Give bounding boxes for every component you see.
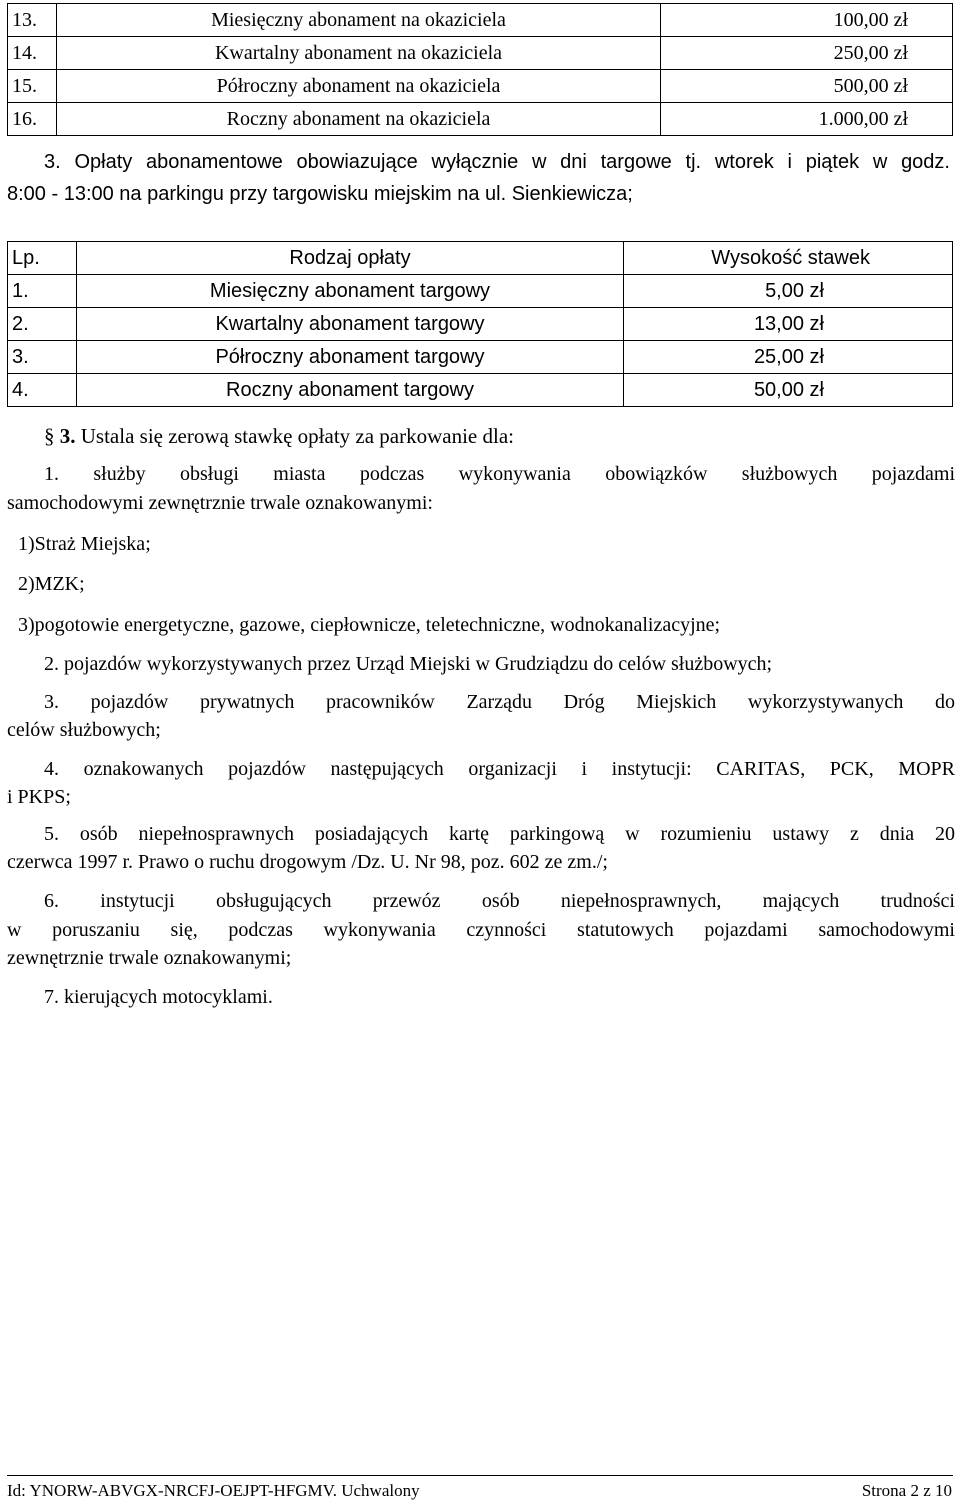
list-item-text: pojazdów wykorzystywanych przez Urząd Miejski w Grudziądzu do celów służbowych; (64, 653, 773, 675)
table-cell-value: 250,00 zł (661, 37, 953, 70)
list-item-number: 7. (44, 986, 59, 1008)
table-cell-lp: 4. (8, 374, 77, 407)
sub-item-1: 1)Straż Miejska; (18, 533, 151, 555)
list-item-6-line-2: w poruszaniu się, podczas wykonywania czynności statutowych pojazdami samochodowymi (7, 919, 955, 941)
list-item-1-line-2: samochodowymi zewnętrznie trwale oznakowanymi: (7, 492, 433, 514)
list-item-number: 1. (44, 463, 59, 485)
table-cell-lp: 16. (8, 103, 57, 136)
table-row (8, 70, 953, 103)
table-cell-lp: 14. (8, 37, 57, 70)
list-item-1-line-1 (44, 460, 955, 488)
table-row (8, 37, 953, 70)
list-item-text: służby obsługi miasta podczas wykonywania obowiązków służbowych pojazdami (93, 463, 956, 485)
list-item-text: instytucji obsługujących przewóz osób niepełnosprawnych, mających trudności (100, 890, 955, 912)
table-header-lp: Lp. (8, 242, 77, 275)
list-item-text: osób niepełnosprawnych posiadających kartę parkingową w rozumieniu ustawy z dnia 20 (79, 823, 955, 845)
list-item-number: 2. (44, 653, 59, 675)
list-item-3-line-1 (44, 688, 955, 716)
table-cell-lp: 13. (8, 4, 57, 37)
table-cell-name: Miesięczny abonament na okaziciela (57, 4, 661, 37)
sub-item-3: 3)pogotowie energetyczne, gazowe, ciepłownicze, teletechniczne, wodnokanalizacyjne; (18, 614, 721, 636)
table-cell-value: 50,00 zł (624, 374, 953, 407)
table-cell-value: 25,00 zł (624, 341, 953, 374)
list-item-text: pojazdów prywatnych pracowników Zarządu Dróg Miejskich wykorzystywanych do (90, 691, 955, 713)
table-header-row (8, 242, 953, 275)
table-cell-name: Miesięczny abonament targowy (77, 275, 624, 308)
table-cell-lp: 3. (8, 341, 77, 374)
footer-page-number: Strona 2 z 10 (861, 1481, 952, 1500)
table-header-value: Wysokość stawek (624, 242, 953, 275)
list-item-3-line-2: celów służbowych; (7, 719, 161, 741)
table-cell-lp: 15. (8, 70, 57, 103)
table-cell-name: Roczny abonament na okaziciela (57, 103, 661, 136)
footer-document-id: Id: YNORW-ABVGX-NRCFJ-OEJPT-HFGMV. Uchwalony (7, 1481, 420, 1500)
section-text: Ustala się zerową stawkę opłaty za parkowanie dla: (80, 424, 514, 448)
table-header-name: Rodzaj opłaty (77, 242, 624, 275)
list-item-number: 3. (44, 691, 59, 713)
table-cell-name: Półroczny abonament targowy (77, 341, 624, 374)
list-item-number: 5. (44, 823, 59, 845)
table-row (8, 4, 953, 37)
table-cell-name: Roczny abonament targowy (77, 374, 624, 407)
list-item-number: 4. (44, 758, 59, 780)
list-item-4-line-2: i PKPS; (7, 786, 71, 808)
list-item-2 (44, 650, 955, 678)
intro-number: 3. (44, 151, 61, 173)
list-item-text: kierujących motocyklami. (64, 986, 273, 1008)
table-cell-value: 5,00 zł (624, 275, 953, 308)
table-row (8, 374, 953, 407)
fees-table-bearer (7, 3, 953, 136)
list-item-5-line-1 (44, 820, 955, 848)
footer-divider (7, 1475, 953, 1476)
list-item-4-line-1 (44, 755, 955, 783)
table-row (8, 275, 953, 308)
intro-text-1: Opłaty abonamentowe obowiazujące wyłącznie w dni targowe tj. wtorek i piątek w godz. (74, 151, 950, 173)
list-item-6-line-1 (44, 887, 955, 915)
table-cell-value: 500,00 zł (661, 70, 953, 103)
table-cell-lp: 1. (8, 275, 77, 308)
list-item-5-line-2: czerwca 1997 r. Prawo o ruchu drogowym /Dz. U. Nr 98, poz. 602 ze zm./; (7, 851, 608, 873)
intro-line-2: 8:00 - 13:00 na parkingu przy targowisku miejskim na ul. Sienkiewicza; (7, 183, 633, 205)
table-cell-value: 100,00 zł (661, 4, 953, 37)
list-item-7 (44, 983, 955, 1011)
table-cell-value: 1.000,00 zł (661, 103, 953, 136)
sub-item-2: 2)MZK; (18, 573, 85, 595)
list-item-number: 6. (44, 890, 59, 912)
table-cell-name: Kwartalny abonament na okaziciela (57, 37, 661, 70)
table-cell-name: Kwartalny abonament targowy (77, 308, 624, 341)
section-symbol: § (44, 424, 55, 448)
list-item-6-line-3: zewnętrznie trwale oznakowanymi; (7, 947, 292, 969)
table-cell-value: 13,00 zł (624, 308, 953, 341)
table-cell-name: Półroczny abonament na okaziciela (57, 70, 661, 103)
fees-table-market (7, 241, 953, 407)
table-row (8, 103, 953, 136)
table-row (8, 341, 953, 374)
section-number: 3. (59, 424, 76, 448)
list-item-text: oznakowanych pojazdów następujących organizacji i instytucji: CARITAS, PCK, MOPR (83, 758, 955, 780)
section-heading (44, 422, 950, 450)
intro-line-1 (44, 148, 950, 176)
table-row (8, 308, 953, 341)
table-cell-lp: 2. (8, 308, 77, 341)
